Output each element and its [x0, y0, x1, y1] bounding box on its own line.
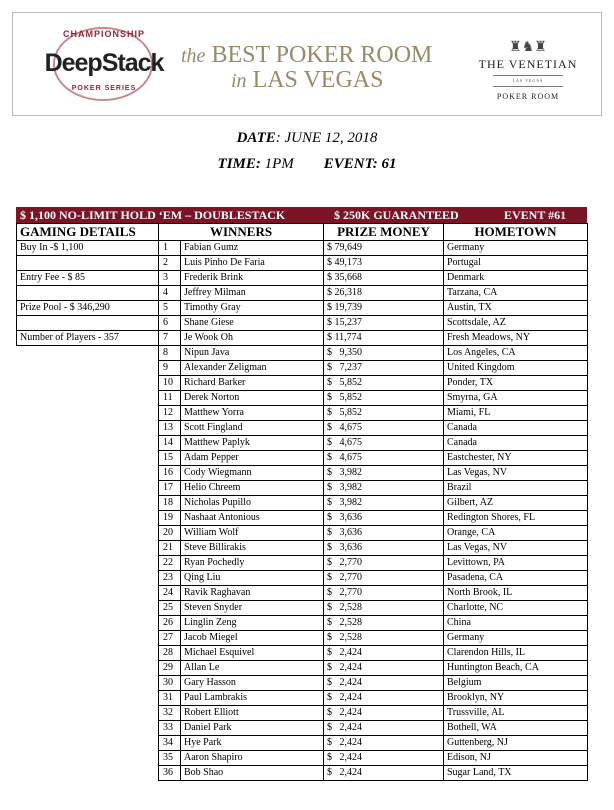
table-row: [17, 751, 588, 766]
prize-cell: $ 3,982: [324, 481, 444, 496]
empty-cell: [17, 376, 159, 391]
hometown-cell: United Kingdom: [444, 361, 588, 376]
prize-cell: $ 7,237: [324, 361, 444, 376]
place-cell: 31: [159, 691, 181, 706]
place-cell: 26: [159, 616, 181, 631]
prize-cell: $ 4,675: [324, 436, 444, 451]
time-value: 1PM: [264, 156, 294, 172]
hometown-cell: Redington Shores, FL: [444, 511, 588, 526]
empty-cell: [17, 466, 159, 481]
empty-cell: [17, 691, 159, 706]
winner-name-cell: Steve Billirakis: [181, 541, 324, 556]
table-row: [17, 481, 588, 496]
winner-name-cell: Luis Pinho De Faria: [181, 256, 324, 271]
table-row: [17, 346, 588, 361]
hometown-cell: Huntington Beach, CA: [444, 661, 588, 676]
winner-name-cell: Allan Le: [181, 661, 324, 676]
hometown-cell: Scottsdale, AZ: [444, 316, 588, 331]
gaming-detail-cell: Buy In -$ 1,100: [17, 241, 159, 256]
place-cell: 32: [159, 706, 181, 721]
empty-cell: [17, 541, 159, 556]
hometown-cell: Levittown, PA: [444, 556, 588, 571]
prize-cell: $ 2,528: [324, 601, 444, 616]
empty-cell: [17, 481, 159, 496]
hometown-cell: Orange, CA: [444, 526, 588, 541]
empty-cell: [17, 511, 159, 526]
prize-cell: $ 2,770: [324, 571, 444, 586]
winner-name-cell: Daniel Park: [181, 721, 324, 736]
table-row: [17, 496, 588, 511]
winner-name-cell: Nicholas Pupillo: [181, 496, 324, 511]
venetian-name: THE VENETIAN: [478, 57, 578, 71]
place-cell: 5: [159, 301, 181, 316]
header-prize-money: PRIZE MONEY: [324, 224, 444, 241]
empty-cell: [17, 676, 159, 691]
place-cell: 30: [159, 676, 181, 691]
table-row: [17, 241, 588, 256]
prize-cell: $ 5,852: [324, 406, 444, 421]
winner-name-cell: Jeffrey Milman: [181, 286, 324, 301]
table-row: [17, 646, 588, 661]
empty-cell: [17, 391, 159, 406]
event-label: EVENT: 61: [323, 156, 397, 172]
winner-name-cell: Shane Giese: [181, 316, 324, 331]
logo-main-text: DeepStack: [44, 49, 164, 77]
results-table: [16, 223, 588, 781]
empty-cell: [17, 556, 159, 571]
place-cell: 29: [159, 661, 181, 676]
hometown-cell: Las Vegas, NV: [444, 466, 588, 481]
hometown-cell: Edison, NJ: [444, 751, 588, 766]
table-row: [17, 301, 588, 316]
hometown-cell: Clarendon Hills, IL: [444, 646, 588, 661]
winner-name-cell: Scott Fingland: [181, 421, 324, 436]
place-cell: 19: [159, 511, 181, 526]
winner-name-cell: Cody Wiegmann: [181, 466, 324, 481]
winner-name-cell: Richard Barker: [181, 376, 324, 391]
event-number: EVENT #61: [504, 208, 567, 222]
winner-name-cell: Frederik Brink: [181, 271, 324, 286]
hometown-cell: Brooklyn, NY: [444, 691, 588, 706]
date-label: DATE: [236, 130, 276, 146]
hometown-cell: Miami, FL: [444, 406, 588, 421]
place-cell: 20: [159, 526, 181, 541]
hometown-cell: Germany: [444, 631, 588, 646]
logo-top-text: CHAMPIONSHIP: [62, 29, 145, 39]
date-value: : JUNE 12, 2018: [275, 130, 378, 146]
table-row: [17, 706, 588, 721]
empty-cell: [17, 616, 159, 631]
hometown-cell: Los Angeles, CA: [444, 346, 588, 361]
table-row: [17, 586, 588, 601]
tagline-line1: BEST POKER ROOM: [211, 42, 433, 68]
place-cell: 2: [159, 256, 181, 271]
place-cell: 28: [159, 646, 181, 661]
gaming-detail-cell: [17, 286, 159, 301]
winner-name-cell: Matthew Paplyk: [181, 436, 324, 451]
table-row: [17, 616, 588, 631]
prize-cell: $ 2,424: [324, 751, 444, 766]
hometown-cell: Bothell, WA: [444, 721, 588, 736]
venetian-divider: [493, 75, 563, 76]
prize-cell: $ 35,668: [324, 271, 444, 286]
prize-cell: $ 26,318: [324, 286, 444, 301]
prize-cell: $ 2,424: [324, 706, 444, 721]
table-row: [17, 316, 588, 331]
table-row: [17, 421, 588, 436]
winner-name-cell: William Wolf: [181, 526, 324, 541]
table-row: [17, 601, 588, 616]
hometown-cell: Canada: [444, 421, 588, 436]
prize-cell: $ 5,852: [324, 391, 444, 406]
winner-name-cell: Ravik Raghavan: [181, 586, 324, 601]
place-cell: 3: [159, 271, 181, 286]
empty-cell: [17, 586, 159, 601]
empty-cell: [17, 631, 159, 646]
header-winners: WINNERS: [159, 224, 324, 241]
prize-cell: $ 3,982: [324, 496, 444, 511]
header-hometown: HOMETOWN: [444, 224, 588, 241]
place-cell: 11: [159, 391, 181, 406]
hometown-cell: Fresh Meadows, NY: [444, 331, 588, 346]
place-cell: 7: [159, 331, 181, 346]
place-cell: 22: [159, 556, 181, 571]
table-row: [17, 256, 588, 271]
hometown-cell: China: [444, 616, 588, 631]
date-line: [0, 130, 614, 147]
table-row: [17, 676, 588, 691]
empty-cell: [17, 736, 159, 751]
winner-name-cell: Jacob Miegel: [181, 631, 324, 646]
empty-cell: [17, 421, 159, 436]
place-cell: 4: [159, 286, 181, 301]
hometown-cell: Las Vegas, NV: [444, 541, 588, 556]
winner-name-cell: Paul Lambrakis: [181, 691, 324, 706]
hometown-cell: Smyrna, GA: [444, 391, 588, 406]
event-guarantee: $ 250K GUARANTEED: [334, 208, 459, 222]
time-line: [0, 156, 614, 173]
prize-cell: $ 49,173: [324, 256, 444, 271]
winner-name-cell: Robert Elliott: [181, 706, 324, 721]
empty-cell: [17, 436, 159, 451]
deepstack-logo: [39, 27, 169, 103]
prize-cell: $ 3,636: [324, 541, 444, 556]
winner-name-cell: Je Wook Oh: [181, 331, 324, 346]
winner-name-cell: Steven Snyder: [181, 601, 324, 616]
winner-name-cell: Hye Park: [181, 736, 324, 751]
place-cell: 9: [159, 361, 181, 376]
table-row: [17, 406, 588, 421]
place-cell: 16: [159, 466, 181, 481]
prize-cell: $ 2,528: [324, 631, 444, 646]
table-row: [17, 661, 588, 676]
place-cell: 23: [159, 571, 181, 586]
venetian-divider-2: [493, 86, 563, 87]
winner-name-cell: Bob Shao: [181, 766, 324, 781]
table-row: [17, 331, 588, 346]
empty-cell: [17, 721, 159, 736]
hometown-cell: Eastchester, NY: [444, 451, 588, 466]
table-row: [17, 721, 588, 736]
prize-cell: $ 3,636: [324, 511, 444, 526]
prize-cell: $ 2,528: [324, 616, 444, 631]
table-row: [17, 511, 588, 526]
winner-name-cell: Alexander Zeligman: [181, 361, 324, 376]
place-cell: 14: [159, 436, 181, 451]
prize-cell: $ 2,424: [324, 691, 444, 706]
hometown-cell: Charlotte, NC: [444, 601, 588, 616]
table-row: [17, 541, 588, 556]
place-cell: 34: [159, 736, 181, 751]
tagline-in: in: [231, 70, 247, 92]
winner-name-cell: Helio Chreem: [181, 481, 324, 496]
prize-cell: $ 4,675: [324, 451, 444, 466]
table-row: [17, 571, 588, 586]
place-cell: 33: [159, 721, 181, 736]
hometown-cell: Denmark: [444, 271, 588, 286]
table-row: [17, 631, 588, 646]
hometown-cell: Pasadena, CA: [444, 571, 588, 586]
table-row: [17, 736, 588, 751]
prize-cell: $ 2,424: [324, 721, 444, 736]
table-row: [17, 271, 588, 286]
place-cell: 8: [159, 346, 181, 361]
place-cell: 24: [159, 586, 181, 601]
gaming-detail-cell: [17, 316, 159, 331]
tagline-the: the: [181, 45, 206, 67]
hometown-cell: Brazil: [444, 481, 588, 496]
place-cell: 1: [159, 241, 181, 256]
empty-cell: [17, 451, 159, 466]
hometown-cell: Guttenberg, NJ: [444, 736, 588, 751]
winner-name-cell: Michael Esquivel: [181, 646, 324, 661]
prize-cell: $ 2,770: [324, 586, 444, 601]
empty-cell: [17, 646, 159, 661]
place-cell: 12: [159, 406, 181, 421]
table-row: [17, 526, 588, 541]
table-row: [17, 691, 588, 706]
prize-cell: $ 5,852: [324, 376, 444, 391]
table-row: [17, 376, 588, 391]
place-cell: 13: [159, 421, 181, 436]
empty-cell: [17, 526, 159, 541]
empty-cell: [17, 496, 159, 511]
tagline-line2-wrap: [181, 68, 461, 93]
place-cell: 17: [159, 481, 181, 496]
winner-name-cell: Linglin Zeng: [181, 616, 324, 631]
prize-cell: $ 2,424: [324, 766, 444, 781]
prize-cell: $ 2,770: [324, 556, 444, 571]
prize-cell: $ 15,237: [324, 316, 444, 331]
prize-cell: $ 11,774: [324, 331, 444, 346]
table-row: [17, 391, 588, 406]
empty-cell: [17, 346, 159, 361]
place-cell: 35: [159, 751, 181, 766]
table-header-row: [17, 224, 588, 241]
winner-name-cell: Ryan Pochedly: [181, 556, 324, 571]
prize-cell: $ 9,350: [324, 346, 444, 361]
empty-cell: [17, 571, 159, 586]
prize-cell: $ 2,424: [324, 736, 444, 751]
empty-cell: [17, 406, 159, 421]
prize-cell: $ 3,636: [324, 526, 444, 541]
logo-bottom-text: POKER SERIES: [71, 85, 137, 92]
time-label: TIME:: [217, 156, 261, 172]
gaming-detail-cell: Prize Pool - $ 346,290: [17, 301, 159, 316]
hometown-cell: Belgium: [444, 676, 588, 691]
event-title-bar: [16, 207, 587, 223]
place-cell: 18: [159, 496, 181, 511]
hometown-cell: Canada: [444, 436, 588, 451]
hometown-cell: Trussville, AL: [444, 706, 588, 721]
table-row: [17, 466, 588, 481]
gaming-detail-cell: Entry Fee - $ 85: [17, 271, 159, 286]
prize-cell: $ 3,982: [324, 466, 444, 481]
hometown-cell: Tarzana, CA: [444, 286, 588, 301]
prize-cell: $ 4,675: [324, 421, 444, 436]
winner-name-cell: Nashaat Antonious: [181, 511, 324, 526]
place-cell: 6: [159, 316, 181, 331]
place-cell: 15: [159, 451, 181, 466]
hometown-cell: Germany: [444, 241, 588, 256]
header-gaming-details: GAMING DETAILS: [17, 224, 159, 241]
hometown-cell: Ponder, TX: [444, 376, 588, 391]
winner-name-cell: Aaron Shapiro: [181, 751, 324, 766]
gaming-detail-cell: Number of Players - 357: [17, 331, 159, 346]
empty-cell: [17, 751, 159, 766]
empty-cell: [17, 706, 159, 721]
empty-cell: [17, 766, 159, 781]
hometown-cell: Gilbert, AZ: [444, 496, 588, 511]
venetian-sub: LAS VEGAS: [512, 78, 544, 83]
header-banner: [12, 12, 602, 116]
winner-name-cell: Matthew Yorra: [181, 406, 324, 421]
winner-name-cell: Gary Hasson: [181, 676, 324, 691]
tagline-line2: LAS VEGAS: [252, 67, 384, 93]
hometown-cell: Austin, TX: [444, 301, 588, 316]
winner-name-cell: Fabian Gumz: [181, 241, 324, 256]
place-cell: 25: [159, 601, 181, 616]
prize-cell: $ 2,424: [324, 676, 444, 691]
hometown-cell: North Brook, IL: [444, 586, 588, 601]
winner-name-cell: Adam Pepper: [181, 451, 324, 466]
place-cell: 10: [159, 376, 181, 391]
winner-name-cell: Timothy Gray: [181, 301, 324, 316]
winner-name-cell: Derek Norton: [181, 391, 324, 406]
empty-cell: [17, 661, 159, 676]
venetian-logo: [463, 41, 593, 101]
gaming-detail-cell: [17, 256, 159, 271]
table-row: [17, 766, 588, 781]
table-row: [17, 556, 588, 571]
prize-cell: $ 19,739: [324, 301, 444, 316]
prize-cell: $ 79,649: [324, 241, 444, 256]
empty-cell: [17, 601, 159, 616]
venetian-crest-icon: ♜♞♜: [509, 40, 547, 55]
hometown-cell: Sugar Land, TX: [444, 766, 588, 781]
venetian-room: POKER ROOM: [496, 92, 560, 101]
event-name: $ 1,100 NO-LIMIT HOLD ‘EM – DOUBLESTACK: [20, 208, 286, 222]
table-row: [17, 451, 588, 466]
hometown-cell: Portugal: [444, 256, 588, 271]
table-row: [17, 286, 588, 301]
winner-name-cell: Nipun Java: [181, 346, 324, 361]
table-row: [17, 361, 588, 376]
empty-cell: [17, 361, 159, 376]
winner-name-cell: Qing Liu: [181, 571, 324, 586]
place-cell: 36: [159, 766, 181, 781]
table-row: [17, 436, 588, 451]
tagline: [181, 43, 461, 93]
prize-cell: $ 2,424: [324, 661, 444, 676]
prize-cell: $ 2,424: [324, 646, 444, 661]
place-cell: 21: [159, 541, 181, 556]
place-cell: 27: [159, 631, 181, 646]
